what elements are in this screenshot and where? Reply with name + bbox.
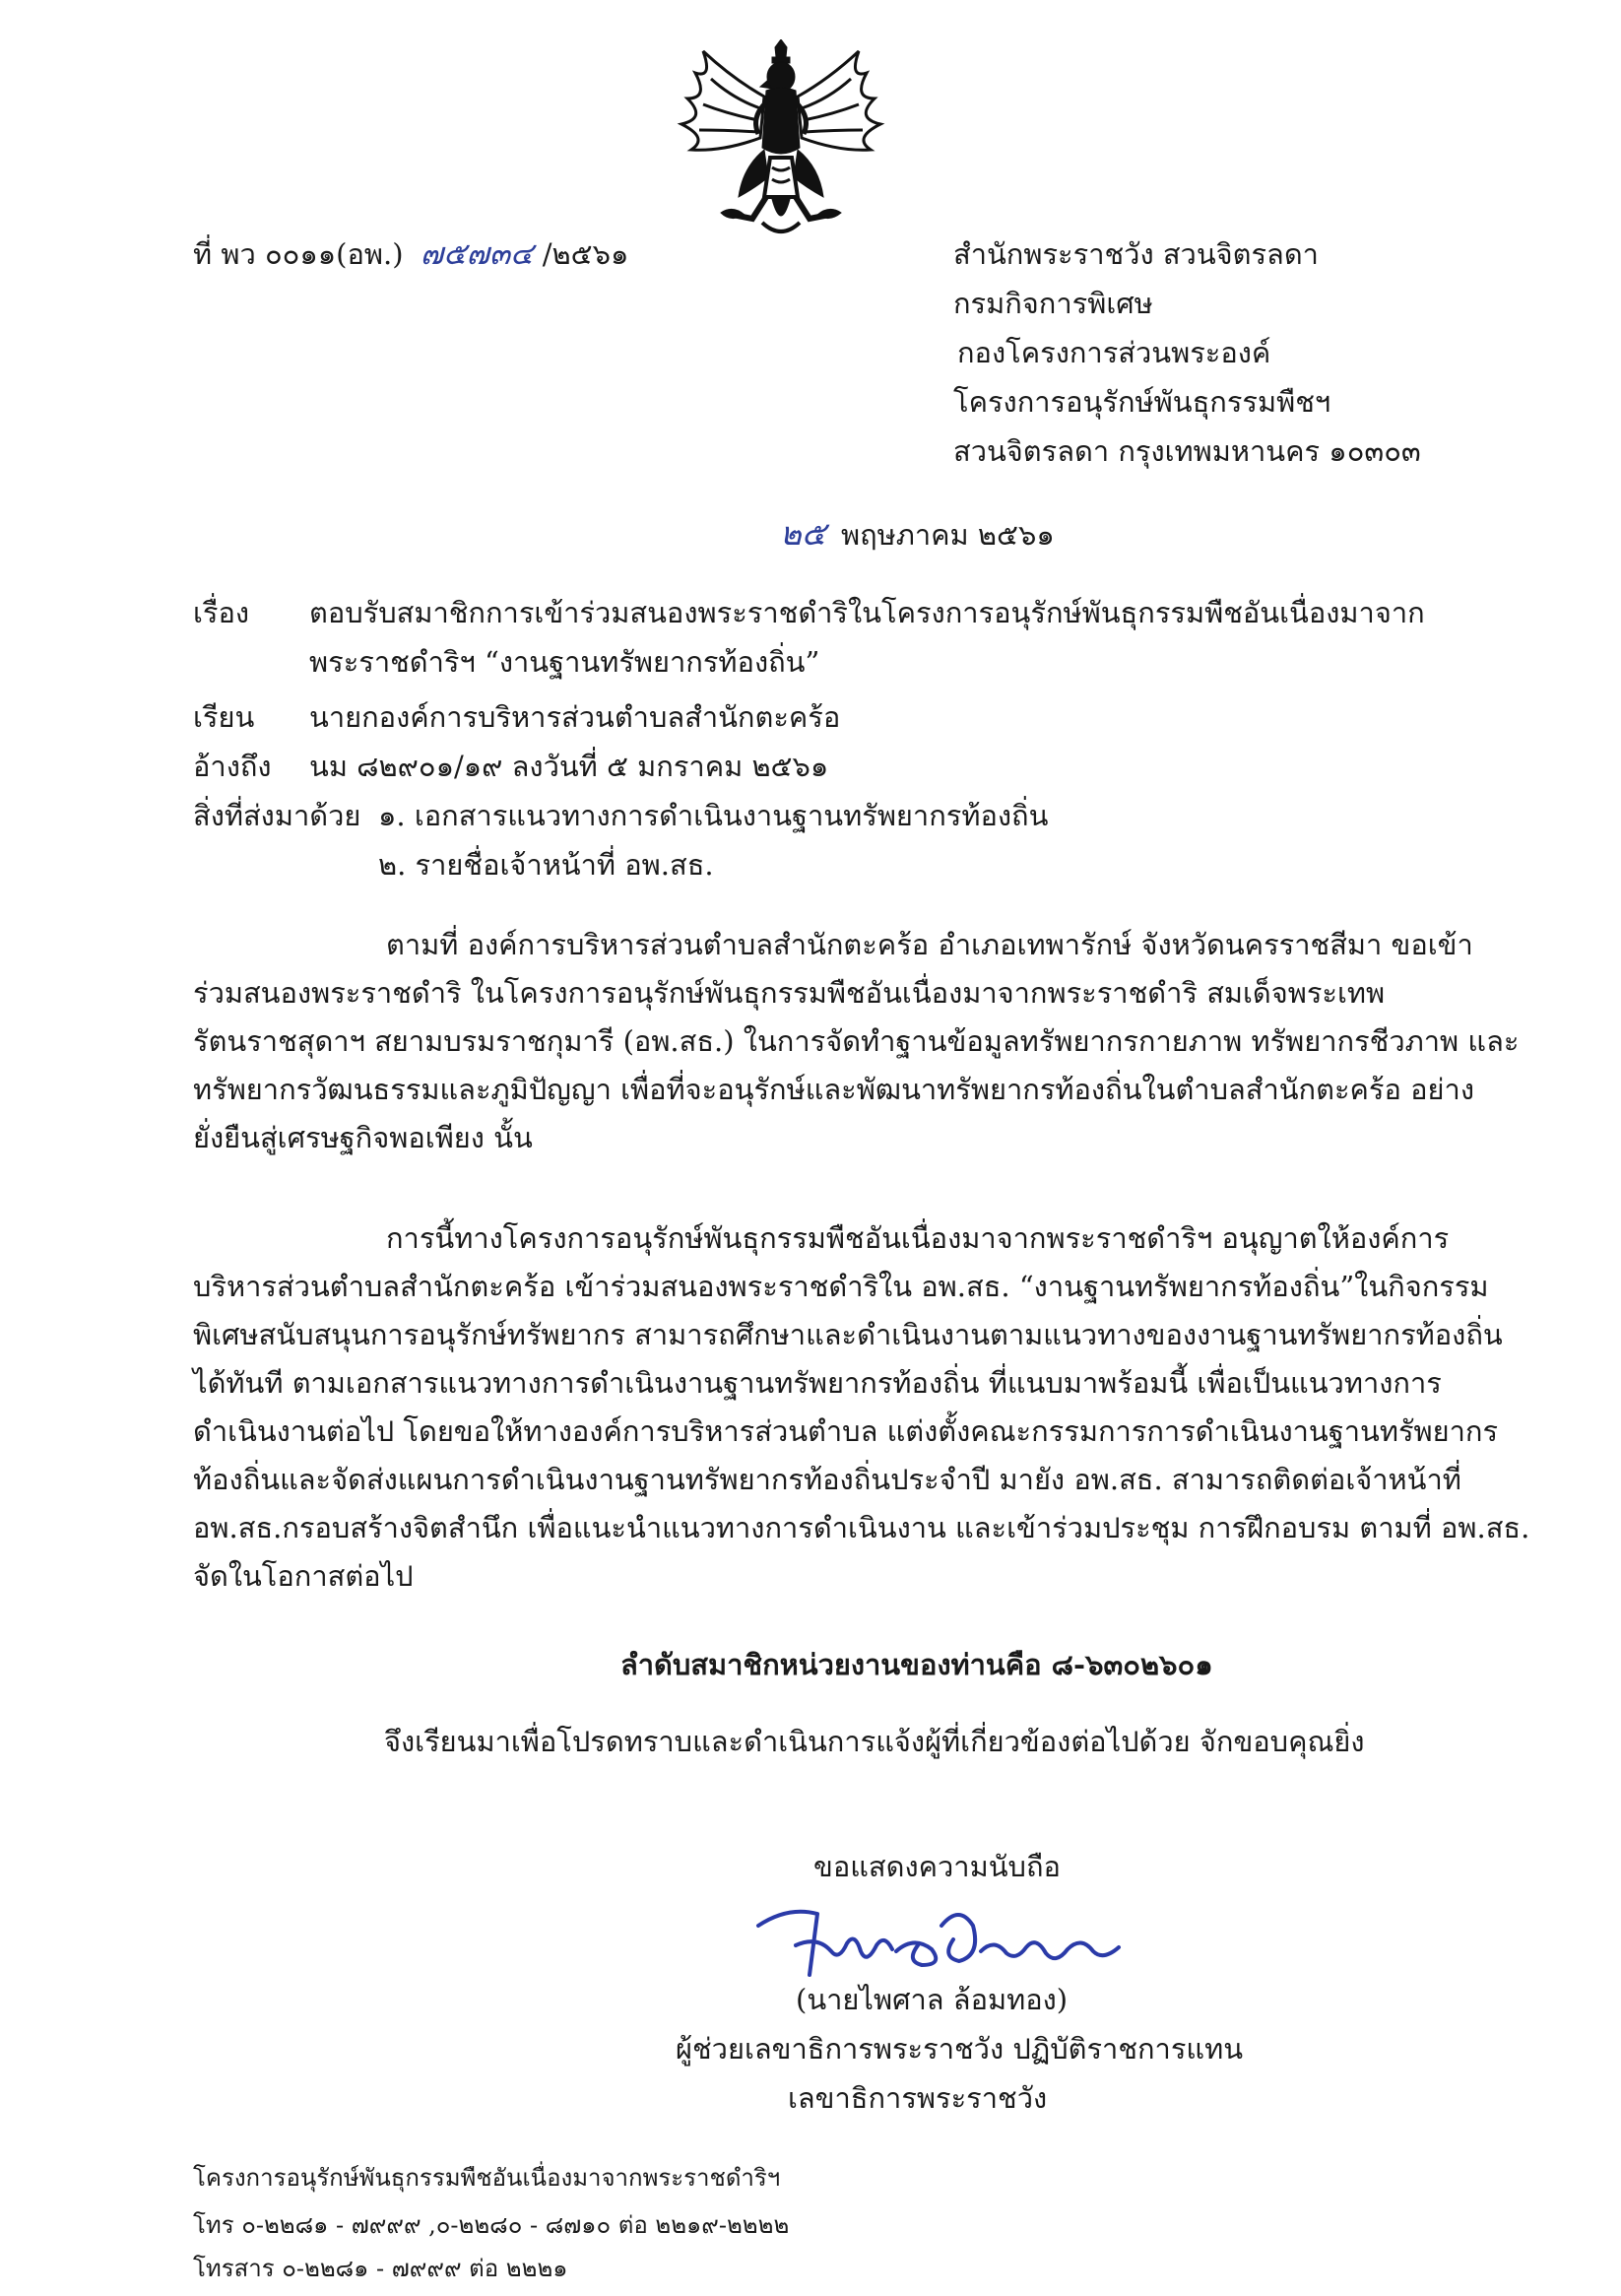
enclosure-item-1: ๑. เอกสารแนวทางการดำเนินงานฐานทรัพยากรท้องถิ่น — [378, 799, 1049, 832]
office-address-line-4: โครงการอนุรักษ์พันธุกรรมพืชฯ — [953, 385, 1331, 419]
paragraph-1-line: ร่วมสนองพระราชดำริ ในโครงการอนุรักษ์พันธุกรรมพืชอันเนื่องมาจากพระราชดำริ สมเด็จพระเทพ — [193, 976, 1386, 1010]
reference-label: อ้างถึง — [193, 750, 272, 783]
paragraph-2-line: จัดในโอกาสต่อไป — [193, 1559, 414, 1593]
date-day-handwritten: ๒๕ — [780, 514, 826, 553]
enclosures-label: สิ่งที่ส่งมาด้วย — [193, 799, 361, 832]
to-value: นายกองค์การบริหารส่วนตำบลสำนักตะคร้อ — [309, 700, 841, 734]
handwritten-signature — [748, 1896, 1133, 1985]
reference-number-prefix: ที่ พว ๐๐๑๑(อพ.) — [193, 237, 404, 271]
subject-line-1: ตอบรับสมาชิกการเข้าร่วมสนองพระราชดำริในโครงการอนุรักษ์พันธุกรรมพืชอันเนื่องมาจาก — [309, 596, 1425, 629]
body-paragraph-1 — [193, 921, 1520, 1162]
paragraph-2-line: พิเศษสนับสนุนการอนุรักษ์ทรัพยากร สามารถศึกษาและดำเนินงานตามแนวทางของงานฐานทรัพยากรท้องถิ่น — [193, 1318, 1503, 1351]
footer-phone: โทร ๐-๒๒๘๑ - ๗๙๙๙ ,๐-๒๒๘๐ - ๘๗๑๐ ต่อ ๒๒๑๙-๒๒๒๒ — [193, 2211, 790, 2239]
paragraph-2-line: ดำเนินงานต่อไป โดยขอให้ทางองค์การบริหารส่วนตำบล แต่งตั้งคณะกรรมการการดำเนินงานฐานทรัพยากร — [193, 1414, 1499, 1448]
salutation: ขอแสดงความนับถือ — [813, 1850, 1061, 1883]
paragraph-1-line: รัตนราชสุดาฯ สยามบรมราชกุมารี (อพ.สธ.) ในการจัดทำฐานข้อมูลทรัพยากรกายภาพ ทรัพยากรชีวภาพ และ — [193, 1024, 1520, 1058]
paragraph-2-line: การนี้ทางโครงการอนุรักษ์พันธุกรรมพืชอันเนื่องมาจากพระราชดำริฯ อนุญาตให้องค์การ — [386, 1221, 1450, 1255]
office-address-line-1: สำนักพระราชวัง สวนจิตรลดา — [953, 237, 1319, 271]
paragraph-2-line: บริหารส่วนตำบลสำนักตะคร้อ เข้าร่วมสนองพระราชดำริใน อพ.สธ. “งานฐานทรัพยากรท้องถิ่น”ในกิจกรรม — [193, 1270, 1489, 1303]
paragraph-2-line: ได้ทันที ตามเอกสารแนวทางการดำเนินงานฐานทรัพยากรท้องถิ่น ที่แนบมาพร้อมนี้ เพื่อเป็นแนวทางการ — [193, 1366, 1442, 1400]
paragraph-2-line: อพ.สธ.กรอบสร้างจิตสำนึก เพื่อแนะนำแนวทางการดำเนินงาน และเข้าร่วมประชุม การฝึกอบรม ตามที่ อพ.สธ. — [193, 1511, 1530, 1544]
paragraph-1-line: ตามที่ องค์การบริหารส่วนตำบลสำนักตะคร้อ อำเภอเทพารักษ์ จังหวัดนครราชสีมา ขอเข้า — [386, 928, 1473, 961]
signatory-name: (นายไพศาล ล้อมทอง) — [796, 1983, 1069, 2016]
office-address-line-5: สวนจิตรลดา กรุงเทพมหานคร ๑๐๓๐๓ — [953, 434, 1421, 468]
garuda-emblem — [674, 39, 888, 250]
footer-fax: โทรสาร ๐-๒๒๘๑ - ๗๙๙๙ ต่อ ๒๒๒๑ — [193, 2255, 568, 2282]
body-paragraph-2 — [193, 1214, 1530, 1601]
paragraph-1-line: ทรัพยากรวัฒนธรรมและภูมิปัญญา เพื่อที่จะอนุรักษ์และพัฒนาทรัพยากรท้องถิ่นในตำบลสำนักตะคร้อ อย่าง — [193, 1073, 1474, 1106]
to-label: เรียน — [193, 700, 255, 734]
letter-date — [780, 514, 1055, 555]
subject-label: เรื่อง — [193, 596, 250, 629]
signatory-title-2: เลขาธิการพระราชวัง — [788, 2081, 1048, 2115]
office-address-line-2: กรมกิจการพิเศษ — [953, 287, 1153, 320]
paragraph-1-line: ยั่งยืนสู่เศรษฐกิจพอเพียง นั้น — [193, 1121, 533, 1154]
signatory-title-1: ผู้ช่วยเลขาธิการพระราชวัง ปฏิบัติราชการแทน — [676, 2032, 1244, 2066]
subject-line-2: พระราชดำริฯ “งานฐานทรัพยากรท้องถิ่น” — [309, 645, 820, 679]
enclosure-item-2: ๒. รายชื่อเจ้าหน้าที่ อพ.สธ. — [378, 848, 714, 882]
member-number: ลำดับสมาชิกหน่วยงานของท่านคือ ๘-๖๓๐๒๖๐๑ — [620, 1648, 1213, 1681]
reference-number-suffix: /๒๕๖๑ — [542, 237, 629, 271]
footer-organization: โครงการอนุรักษ์พันธุกรรมพืชอันเนื่องมาจากพระราชดำริฯ — [193, 2164, 781, 2192]
office-address-line-3: กองโครงการส่วนพระองค์ — [957, 336, 1271, 369]
reference-value: นม ๘๒๙๐๑/๑๙ ลงวันที่ ๕ มกราคม ๒๕๖๑ — [309, 750, 829, 783]
closing-request: จึงเรียนมาเพื่อโปรดทราบและดำเนินการแจ้งผู้ที่เกี่ยวข้องต่อไปด้วย จักขอบคุณยิ่ง — [384, 1725, 1365, 1758]
reference-number — [193, 234, 628, 274]
date-month-year: พฤษภาคม ๒๕๖๑ — [840, 518, 1055, 552]
paragraph-2-line: ท้องถิ่นและจัดส่งแผนการดำเนินงานฐานทรัพยากรท้องถิ่นประจำปี มายัง อพ.สธ. สามารถติดต่อเจ้าหน้าที่ — [193, 1463, 1461, 1496]
reference-number-handwritten: ๗๕๗๓๔ — [420, 236, 534, 272]
